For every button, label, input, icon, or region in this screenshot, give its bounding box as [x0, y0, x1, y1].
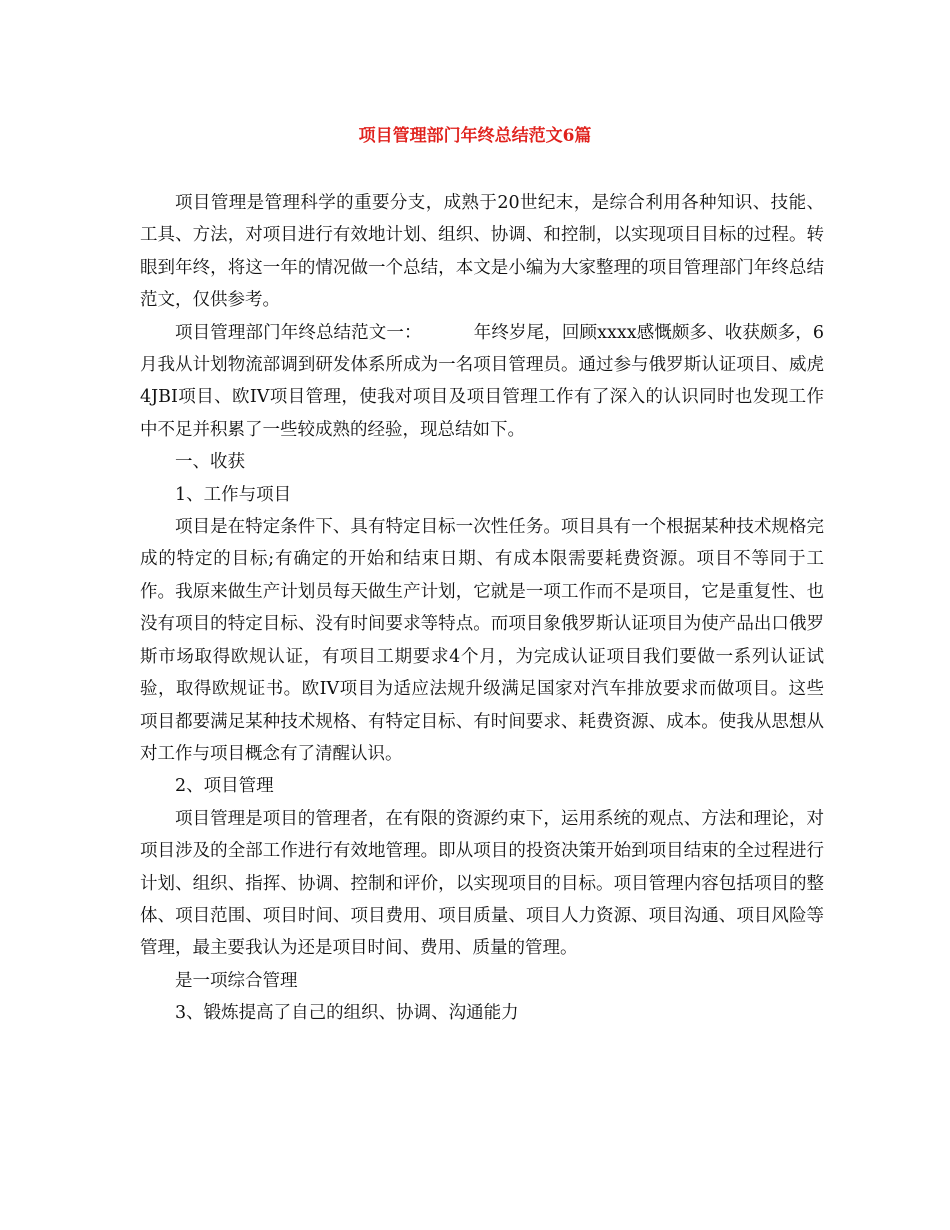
paragraph-work-and-project: 项目是在特定条件下、具有特定目标一次性任务。项目具有一个根据某种技术规格完成的特定的目标;有确定的开始和结束日期、有成本限需要耗费资源。项目不等同于工作。我原来做生产计划员每天做生产计划，它就是一项工作而不是项目，它是重复性、也没有项目的特定目标、没有时间要求等特点。而项目象俄罗斯认证项目为使产品出口俄罗斯市场取得欧规认证，有项目工期要求4个月，为完成认证项目我们要做一系列认证试验，取得欧规证书。欧IV项目为适应法规升级满足国家对汽车排放要求而做项目。这些项目都要满足某种技术规格、有特定目标、有时间要求、耗费资源、成本。使我从思想从对工作与项目概念有了清醒认识。: [140, 517, 824, 764]
document-body: [140, 187, 824, 1030]
document-title: 项目管理部门年终总结范文6篇: [358, 126, 592, 146]
section-intro-line: [140, 317, 824, 447]
sample-opening-text: 年终岁尾，回顾xxxx感慨颇多、收获颇多，6月我从计划物流部调到研发体系所成为一名项目管理员。通过参与俄罗斯认证项目、威虎4JBI项目、欧IV项目管理，使我对项目及项目管理工作有了深入的认识同时也发现工作中不足并积累了一些较成熟的经验，现总结如下。: [140, 322, 824, 440]
sample-heading: 项目管理部门年终总结范文一：: [175, 322, 422, 343]
subheading-work-and-project: 1、工作与项目: [175, 484, 292, 505]
subheading-project-management: 2、项目管理: [175, 776, 274, 797]
intro-paragraph: 项目管理是管理科学的重要分支，成熟于20世纪末，是综合利用各种知识、技能、工具、方法，对项目进行有效地计划、组织、协调、和控制，以实现项目目标的过程。转眼到年终，将这一年的情况做一个总结，本文是小编为大家整理的项目管理部门年终总结范文，仅供参考。: [140, 193, 824, 311]
heading-harvest: 一、收获: [175, 452, 245, 473]
subheading-ability: 3、锻炼提高了自己的组织、协调、沟通能力: [175, 1003, 519, 1024]
paragraph-project-management: 项目管理是项目的管理者，在有限的资源约束下，运用系统的观点、方法和理论，对项目涉及的全部工作进行有效地管理。即从项目的投资决策开始到项目结束的全过程进行计划、组织、指挥、协调、控制和评价，以实现项目的目标。项目管理内容包括项目的整体、项目范围、项目时间、项目费用、项目质量、项目人力资源、项目沟通、项目风险等管理，最主要我认为还是项目时间、费用、质量的管理。: [140, 808, 824, 959]
line-comprehensive-management: 是一项综合管理: [175, 970, 298, 991]
